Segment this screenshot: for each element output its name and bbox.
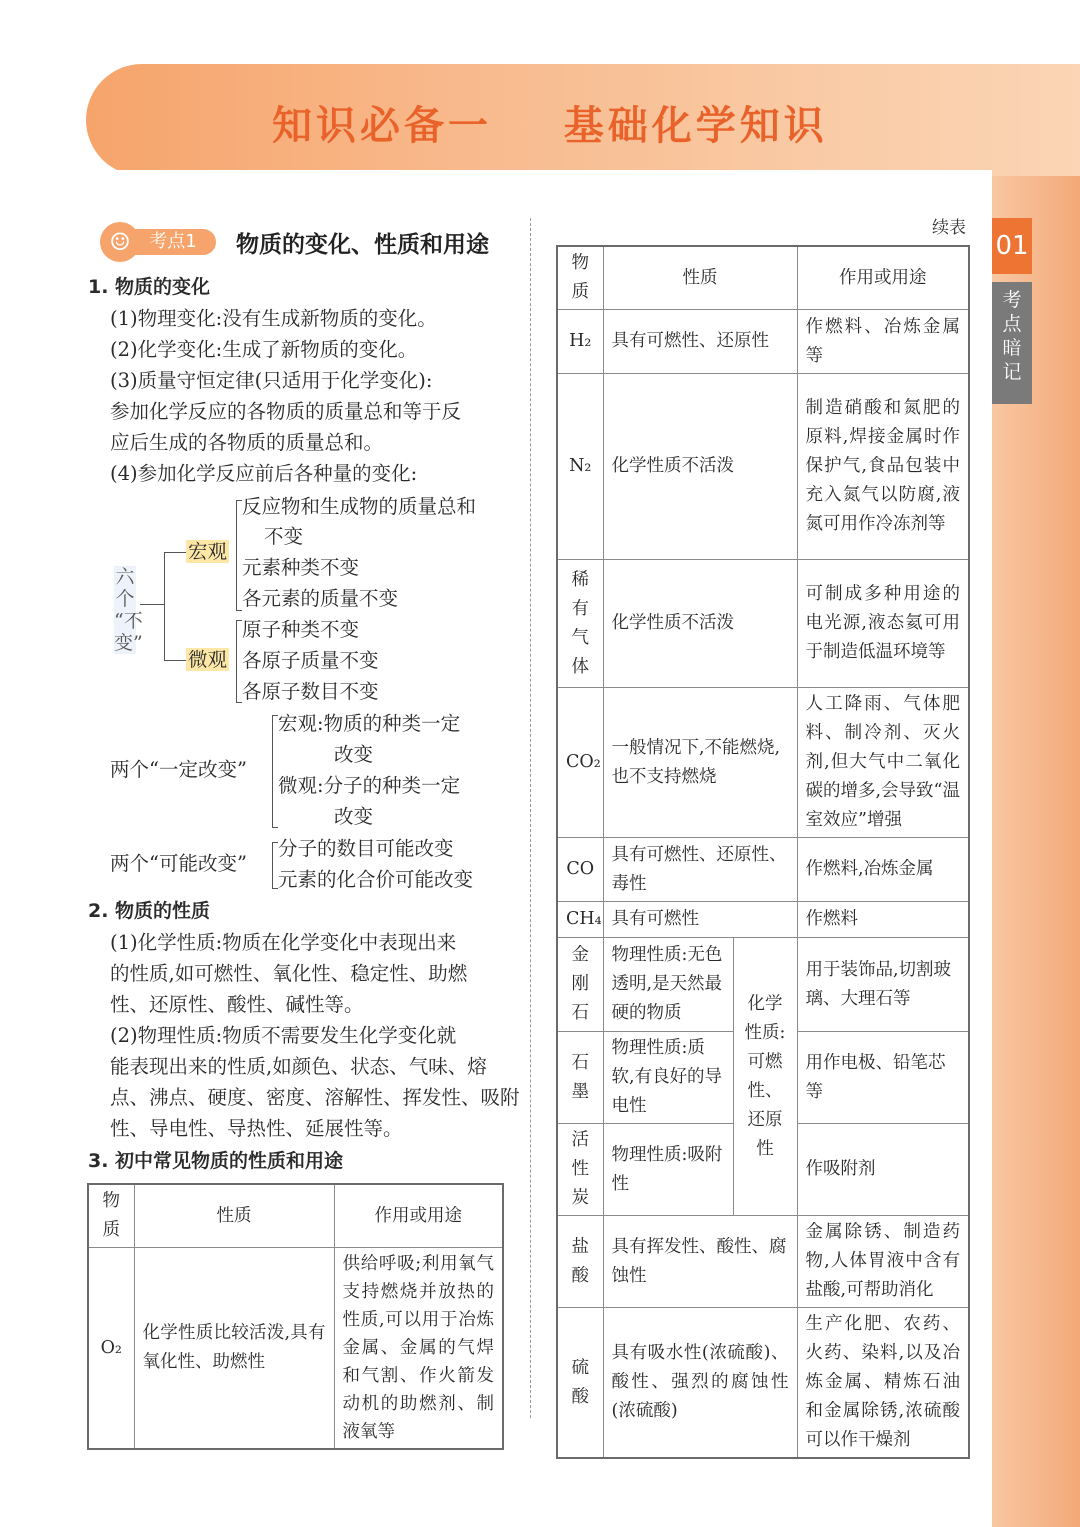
table-row: 金刚石 物理性质:无色透明,是天然最硬的物质 化学性质:可燃性、还原性 用于装饰品,切割玻璃、大理石等 xyxy=(557,938,969,1032)
header-cell: 物质 xyxy=(88,1184,134,1248)
must-change-item: 改变 xyxy=(334,805,374,828)
macro-item: 元素种类不变 xyxy=(242,556,360,579)
column-divider xyxy=(530,218,531,1418)
table-row: CH₄ 具有可燃性 作燃料 xyxy=(557,902,969,938)
text-line: 点、沸点、硬度、密度、溶解性、挥发性、吸附 xyxy=(110,1086,520,1109)
section-3-title: 3. 初中常见物质的性质和用途 xyxy=(88,1150,344,1172)
topic-heading-text: 物质的变化、性质和用途 xyxy=(236,232,489,258)
text-line: (3)质量守恒定律(只适用于化学变化): xyxy=(110,369,433,392)
properties-table-left xyxy=(87,1183,504,1450)
may-change-item: 元素的化合价可能改变 xyxy=(278,868,474,891)
section-2-title: 2. 物质的性质 xyxy=(88,900,211,922)
must-change-item: 微观:分子的种类一定 xyxy=(278,774,461,797)
property-cell: 化学性质比较活泼,具有氧化性、助燃性 xyxy=(134,1248,334,1450)
section-1-title: 1. 物质的变化 xyxy=(88,276,211,298)
micro-item: 各原子质量不变 xyxy=(242,649,379,672)
table-row: N₂ 化学性质不活泼 制造硝酸和氮肥的原料,焊接金属时作保护气,食品包装中充入氮气以防腐,液氮可用作冷冻剂等 xyxy=(557,374,969,560)
text-line: (1)化学性质:物质在化学变化中表现出来 xyxy=(110,931,457,954)
micro-item: 各原子数目不变 xyxy=(242,680,379,703)
macro-label: 宏观 xyxy=(188,540,228,563)
table-row: 活性炭 物理性质:吸附性 作吸附剂 xyxy=(557,1124,969,1216)
text-line: 的性质,如可燃性、氧化性、稳定性、助燃 xyxy=(110,962,468,985)
topic-badge: 考点1 xyxy=(130,229,216,255)
table-row: CO₂ 一般情况下,不能燃烧,也不支持燃烧 人工降雨、气体肥料、制冷剂、灭火剂,但大气中二氧化碳的增多,会导致“温室效应”增强 xyxy=(557,688,969,838)
smiley-icon: ☺ xyxy=(100,222,140,262)
chapter-side-tab: 考 点 暗 记 xyxy=(992,282,1032,404)
table-header-row xyxy=(557,246,969,310)
micro-label: 微观 xyxy=(188,648,228,671)
table-row: 石墨 物理性质:质软,有良好的导电性 用作电极、铅笔芯等 xyxy=(557,1032,969,1124)
macro-item: 反应物和生成物的质量总和 xyxy=(242,495,477,518)
continued-label: 续表 xyxy=(932,218,966,238)
text-line: 性、还原性、酸性、碱性等。 xyxy=(110,993,364,1016)
properties-table-right xyxy=(556,245,970,1459)
chapter-tab-number: 01 xyxy=(992,218,1032,274)
header-cell: 作用或用途 xyxy=(334,1184,503,1248)
text-line: (4)参加化学反应前后各种量的变化: xyxy=(110,462,418,485)
header-cell: 性质 xyxy=(603,246,797,310)
macro-item: 各元素的质量不变 xyxy=(242,587,399,610)
must-change-item: 宏观:物质的种类一定 xyxy=(278,712,461,735)
page-title: 知识必备一 基础化学知识 xyxy=(272,103,828,149)
carbon-shared-cell: 化学性质:可燃性、还原性 xyxy=(733,938,797,1216)
table-row xyxy=(88,1248,503,1450)
macro-item: 不变 xyxy=(264,525,304,548)
micro-item: 原子种类不变 xyxy=(242,618,360,641)
table-header-row xyxy=(88,1184,503,1248)
table-row: H₂ 具有可燃性、还原性 作燃料、冶炼金属等 xyxy=(557,310,969,374)
two-may-change-label: 两个“可能改变” xyxy=(110,852,247,875)
table-row: 盐酸 具有挥发性、酸性、腐蚀性 金属除锈、制造药物,人体胃液中含有盐酸,可帮助消化 xyxy=(557,1216,969,1308)
may-change-item: 分子的数目可能改变 xyxy=(278,837,454,860)
table-row: 硫酸 具有吸水性(浓硫酸)、酸性、强烈的腐蚀性(浓硫酸) 生产化肥、农药、火药、染料,以及冶炼金属、精炼石油和金属除锈,浓硫酸可以作干燥剂 xyxy=(557,1308,969,1459)
text-line: 应后生成的各物质的质量总和。 xyxy=(110,431,384,454)
use-cell: 供给呼吸;利用氧气支持燃烧并放热的性质,可以用于冶炼金属、金属的气焊和气割、作火箭发动机的助燃剂、制液氧等 xyxy=(334,1248,503,1450)
six-unchanged-label: 六 个 “不 变” xyxy=(114,566,143,654)
header-cell: 性质 xyxy=(134,1184,334,1248)
text-line: (1)物理变化:没有生成新物质的变化。 xyxy=(110,307,437,330)
text-line: 能表现出来的性质,如颜色、状态、气味、熔 xyxy=(110,1055,487,1078)
two-must-change-label: 两个“一定改变” xyxy=(110,758,247,781)
header-cell: 物质 xyxy=(557,246,603,310)
table-row: 稀有气体 化学性质不活泼 可制成多种用途的电光源,液态氦可用于制造低温环境等 xyxy=(557,560,969,688)
text-line: (2)物理性质:物质不需要发生化学变化就 xyxy=(110,1024,457,1047)
text-line: (2)化学变化:生成了新物质的变化。 xyxy=(110,338,418,361)
table-row: CO 具有可燃性、还原性、毒性 作燃料,冶炼金属 xyxy=(557,838,969,902)
header-cell: 作用或用途 xyxy=(797,246,969,310)
substance-cell: O₂ xyxy=(88,1248,134,1450)
text-line: 性、导电性、导热性、延展性等。 xyxy=(110,1117,403,1140)
must-change-item: 改变 xyxy=(334,743,374,766)
text-line: 参加化学反应的各物质的质量总和等于反 xyxy=(110,400,462,423)
